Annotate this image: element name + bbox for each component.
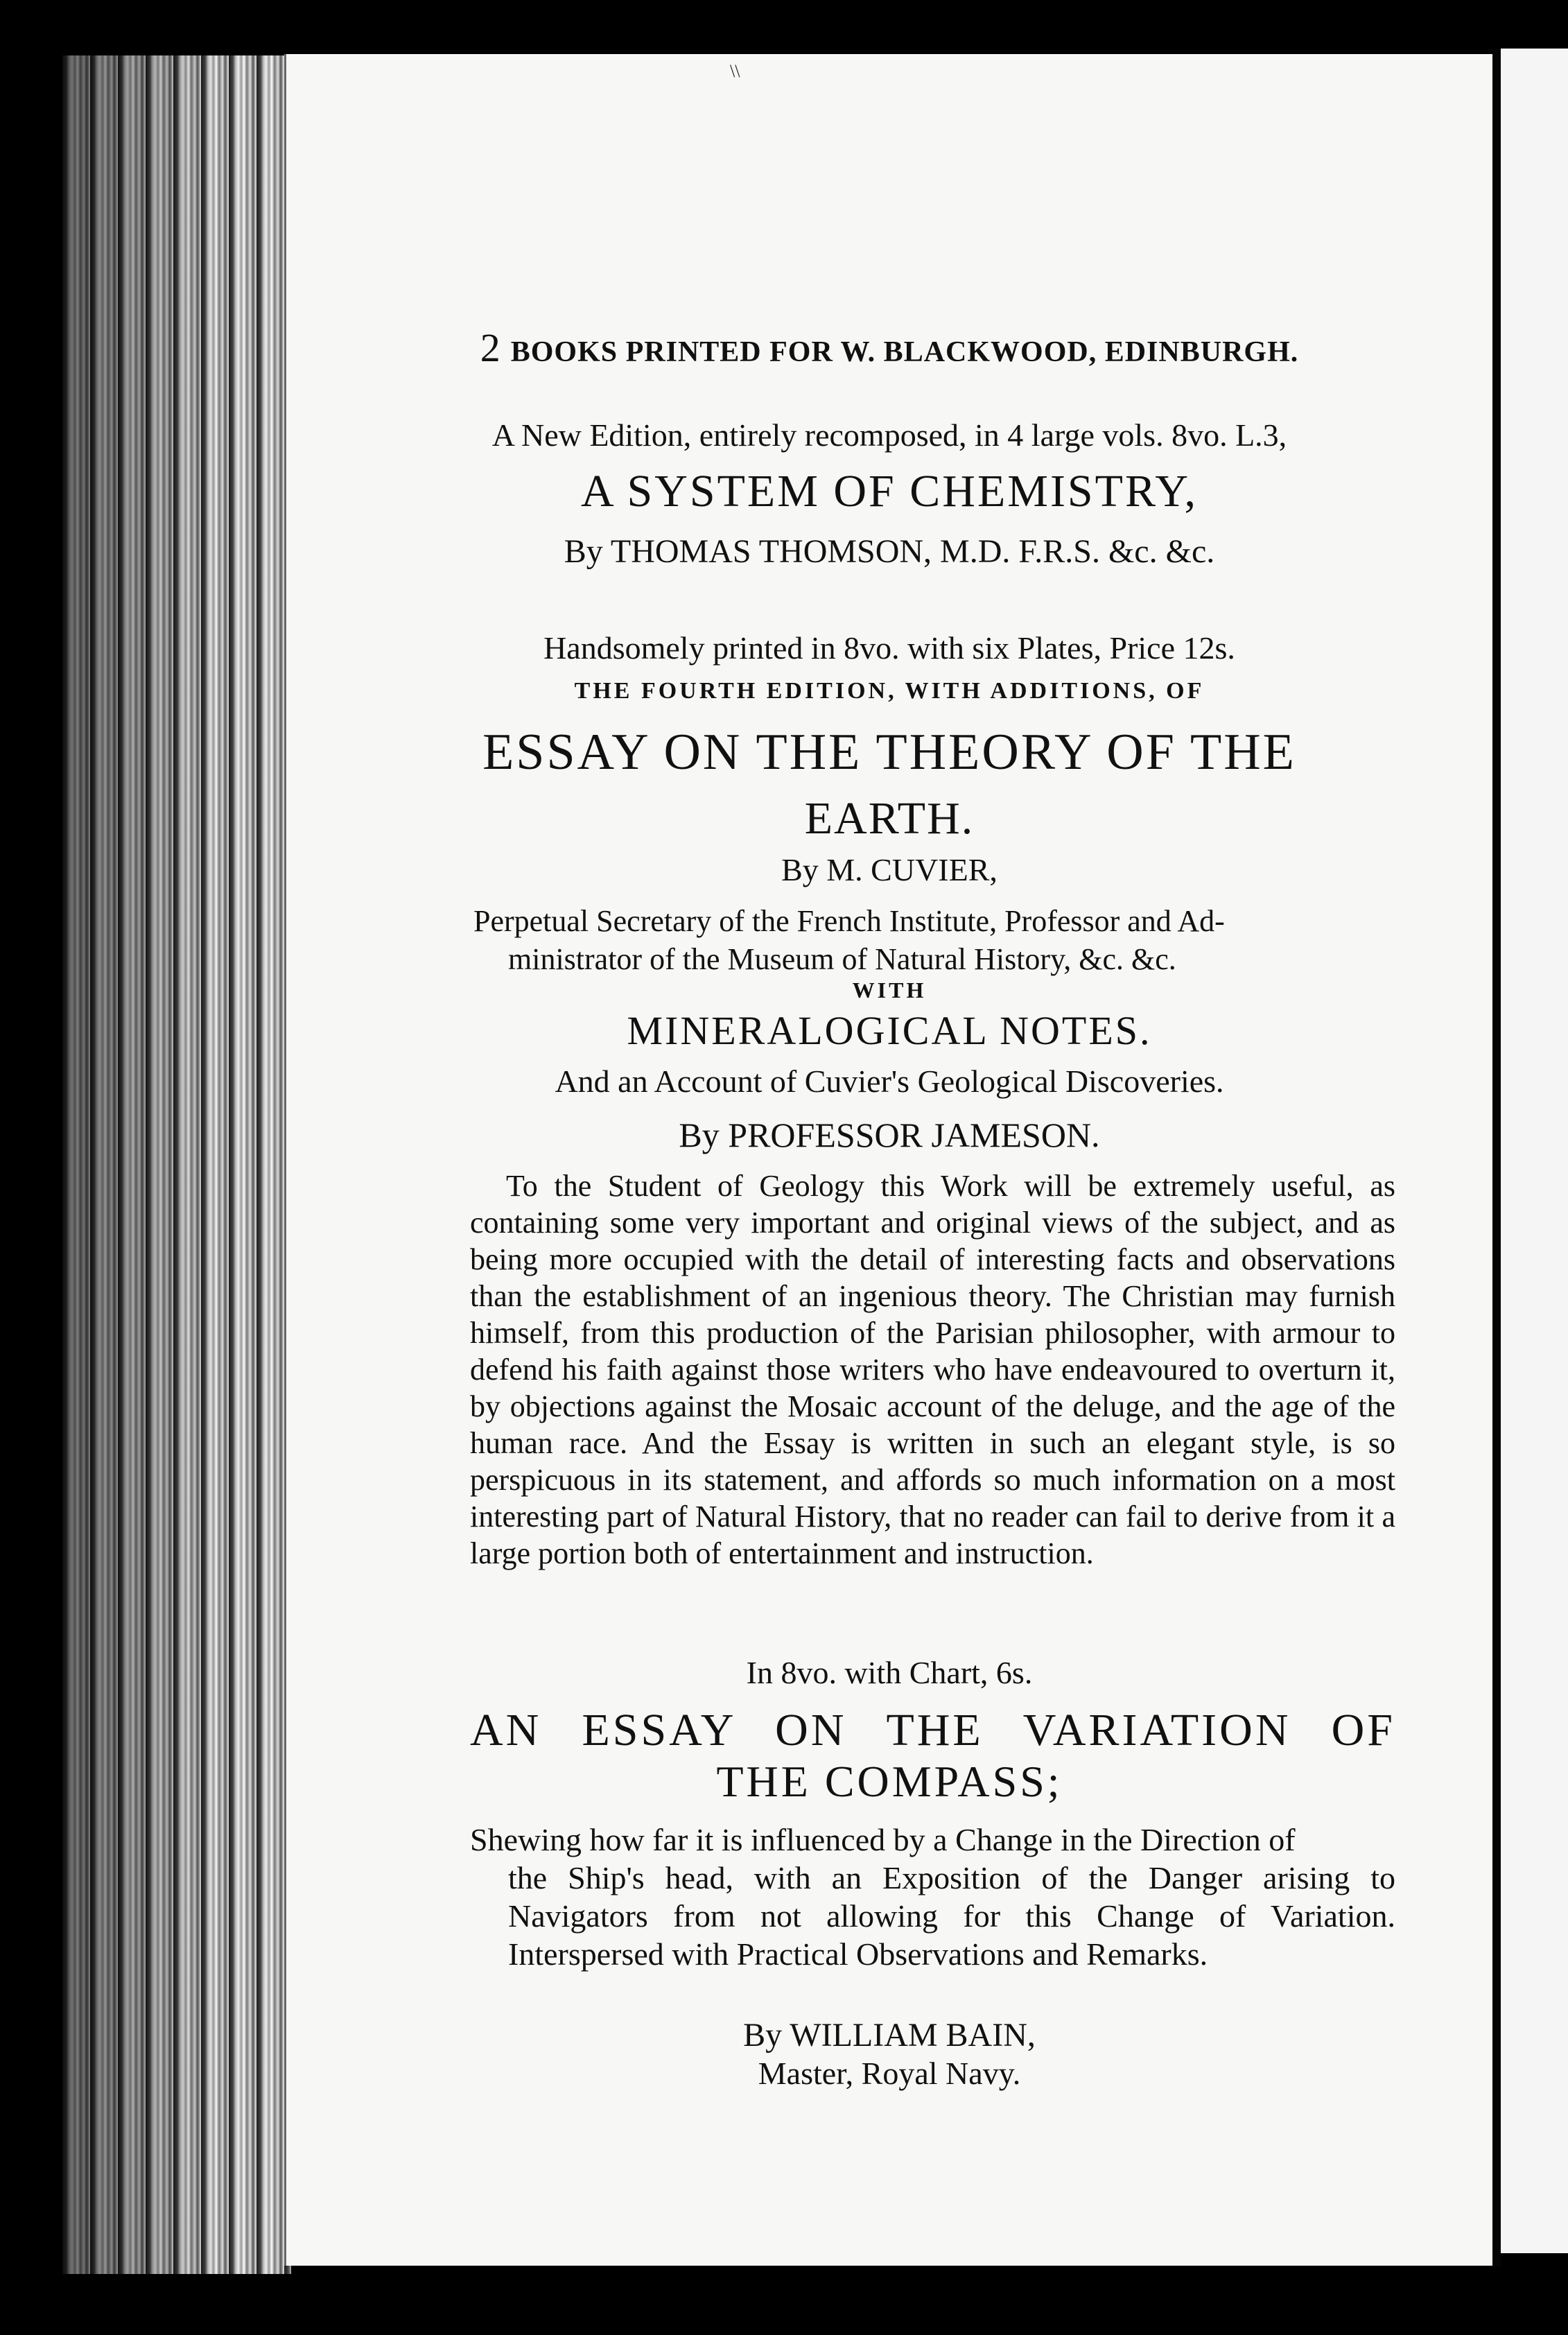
compass-title-line1: AN ESSAY ON THE VARIATION OF [470,1705,1395,1755]
cuvier-affiliation-line2: ministrator of the Museum of Natural History, &c. &c. [508,942,1176,976]
running-head-text: BOOKS PRINTED FOR W. BLACKWOOD, EDINBURGH. [510,336,1299,368]
page-edges-shadow [62,55,291,2274]
bain-author: By WILLIAM BAIN, [743,2017,1036,2054]
cuvier-description-text: To the Student of Geology this Work will be extremely useful, as containing some very important and original views of the subject, and as being more occupied with the detail of interesting facts and observations than the establishment of an ingenious theory. The Christian may furnish himself, from this production of the Parisian philosopher, with armour to defend his faith against those writers who have endeavoured to overturn it, by objections against the Mosaic account of the deluge, and the age of the human race. And the Essay is written in such an elegant style, is so perspicuous in its statement, and affords so much information on a most interesting part of Natural History, that no reader can fail to derive from it a large portion both of entertainment and instruction. [470,1169,1395,1570]
compass-subtitle-first-line: Shewing how far it is influenced by a Change in the Direction of [470,1822,1296,1857]
book-page [284,54,1492,2266]
cuvier-description-paragraph [470,1168,1395,1572]
cuvier-title-line2: EARTH. [804,793,975,844]
geological-discoveries-note: And an Account of Cuvier's Geological Discoveries. [555,1064,1224,1099]
compass-title-line2: THE COMPASS; [716,1757,1063,1806]
bain-author-title: Master, Royal Navy. [758,2056,1021,2091]
page-content [286,54,1492,2266]
cuvier-affiliation-line1: Perpetual Secretary of the French Institute, Professor and Ad- [473,904,1225,938]
facing-page-edge [1501,49,1568,2253]
cuvier-edition-note: THE FOURTH EDITION, WITH ADDITIONS, OF [574,678,1205,704]
chemistry-author: By THOMAS THOMSON, M.D. F.R.S. &c. &c. [564,533,1215,570]
chemistry-edition-note: A New Edition, entirely recomposed, in 4 large vols. 8vo. L.3, [491,417,1287,453]
mineralogical-notes-title: MINERALOGICAL NOTES. [627,1008,1152,1053]
compass-subtitle [470,1821,1395,1973]
jameson-author: By PROFESSOR JAMESON. [679,1116,1100,1154]
chemistry-title: A SYSTEM OF CHEMISTRY, [580,466,1198,517]
page-number: 2 [480,325,501,370]
cuvier-title-line1: ESSAY ON THE THEORY OF THE [482,724,1296,781]
compass-format-note: In 8vo. with Chart, 6s. [746,1655,1033,1690]
cuvier-author: By M. CUVIER, [781,852,998,887]
ink-mark: \\ [730,61,740,81]
cuvier-format-note: Handsomely printed in 8vo. with six Plates, Price 12s. [543,630,1235,666]
compass-subtitle-rest: the Ship's head, with an Exposition of the Danger arising to Navigators from not allowing for this Change of Variation. Interspersed with Practical Observations and Remarks. [508,1860,1395,1972]
running-head [286,324,1492,371]
with-label: WITH [852,978,927,1002]
